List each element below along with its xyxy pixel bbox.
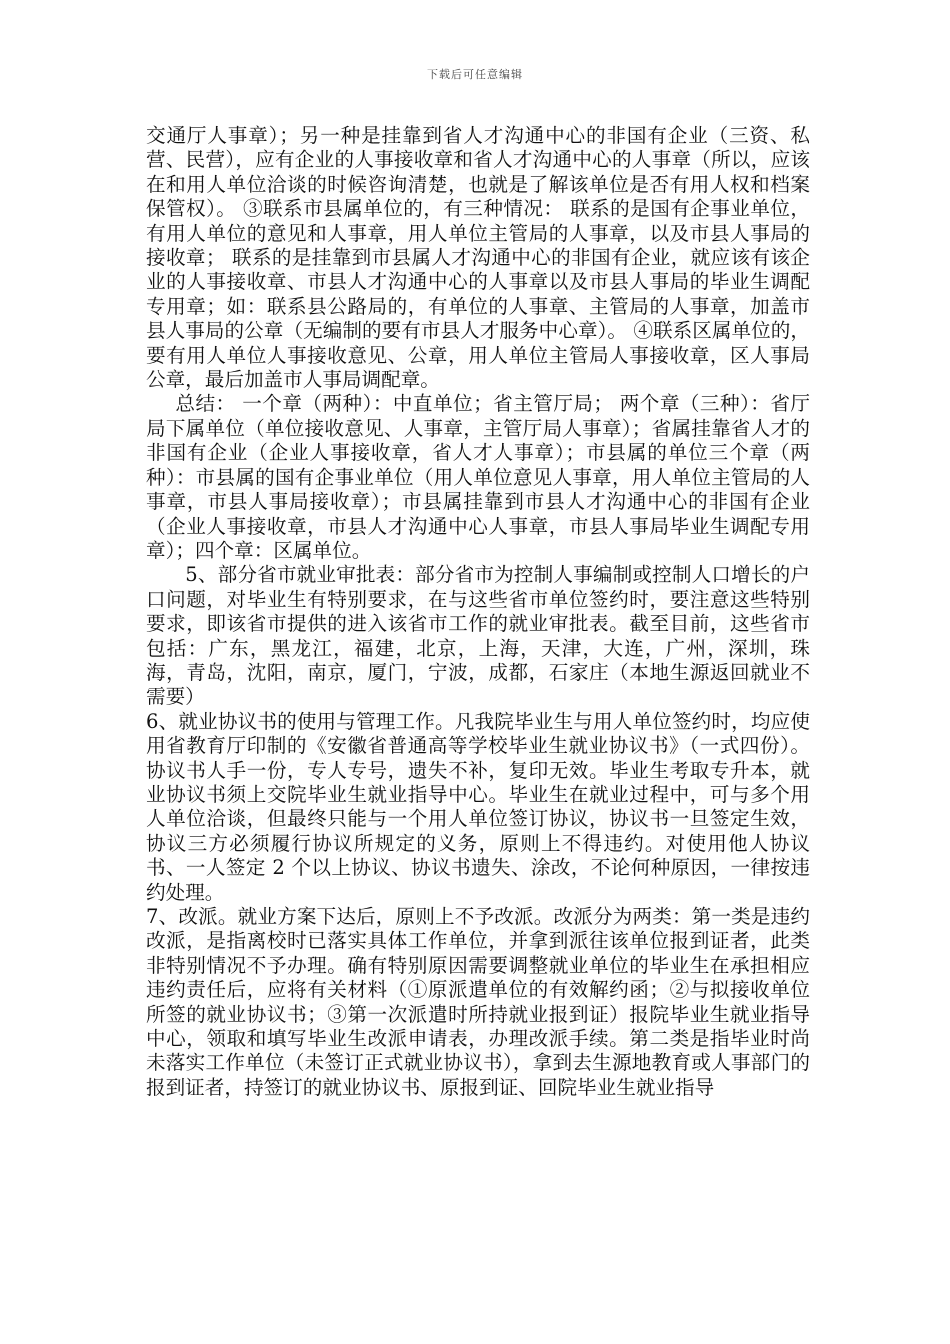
page-header: 下载后可任意编辑 xyxy=(427,68,523,81)
paragraph-reassignment: 7、改派。就业方案下达后，原则上不予改派。改派分为两类：第一类是违约改派，是指离校时已落实具体工作单位，并拿到派往该单位报到证者，此类非特别情况不予办理。确有特别原因需要调整就业单位的毕业生在承担相应违约责任后，应将有关材料（①原派遣单位的有效解约函；②与拟接收单位所签的就业协议书；③第一次派遣时所持就业报到证）报院毕业生就业指导中心，领取和填写毕业生改派申请表，办理改派手续。第二类是指毕业时尚未落实工作单位（未签订正式就业协议书），拿到去生源地教育或人事部门的报到证者，持签订的就业协议书、原报到证、回院毕业生就业指导 xyxy=(146,905,810,1099)
paragraph-approval-forms: 5、部分省市就业审批表：部分省市为控制人事编制或控制人口增长的户口问题，对毕业生有特别要求，在与这些省市单位签约时，要注意这些特别要求，即该省市提供的进入该省市工作的就业审批表。截至目前，这些省市包括：广东，黑龙江，福建，北京，上海，天津，大连，广州，深圳，珠海，青岛，沈阳，南京，厦门，宁波，成都，石家庄（本地生源返回就业不需要） xyxy=(146,563,810,709)
paragraph-seal-requirements: 交通厅人事章）；另一种是挂靠到省人才沟通中心的非国有企业（三资、私营、民营），应有企业的人事接收章和省人才沟通中心的人事章（所以，应该在和用人单位洽谈的时候咨询清楚，也就是了解该单位是否有用人权和档案保管权）。 ③联系市县属单位的，有三种情况： 联系的是国有企事业单位，有用人单位的意见和人事章，用人单位主管局的人事章，以及市县人事局的接收章； 联系的是挂靠到市县属人才沟通中心的非国有企业，就应该有该企业的人事接收章、市县人才沟通中心的人事章以及市县人事局的毕业生调配专用章；如：联系县公路局的，有单位的人事章、主管局的人事章，加盖市县人事局的公章（无编制的要有市县人才服务中心章）。 ④联系区属单位的，要有用人单位人事接收意见、公章，用人单位主管局人事接收章，区人事局公章，最后加盖市人事局调配章。 xyxy=(146,124,810,392)
paragraph-agreement-management: 6、就业协议书的使用与管理工作。凡我院毕业生与用人单位签约时，均应使用省教育厅印制的《安徽省普通高等学校毕业生就业协议书》（一式四份）。协议书人手一份，专人专号，遗失不补，复印无效。毕业生考取专升本，就业协议书须上交院毕业生就业指导中心。毕业生在就业过程中，可与多个用人单位洽谈，但最终只能与一个用人单位签订协议，协议书一旦签定生效，协议三方必须履行协议所规定的义务，原则上不得违约。对使用他人协议书、一人签定 2 个以上协议、协议书遗失、涂改，不论何种原因，一律按违约处理。 xyxy=(146,709,810,904)
document-body xyxy=(146,124,810,1100)
paragraph-summary: 总结： 一个章（两种）：中直单位；省主管厅局； 两个章（三种）：省厅局下属单位（单位接收意见、人事章，主管厅局人事章）；省属挂靠省人才的非国有企业（企业人事接收章，省人才人事章）；市县属的单位三个章（两种）：市县属的国有企事业单位（用人单位意见人事章，用人单位主管局的人事章，市县人事局接收章）；市县属挂靠到市县人才沟通中心的非国有企业（企业人事接收章，市县人才沟通中心人事章，市县人事局毕业生调配专用章）；四个章：区属单位。 xyxy=(146,392,810,562)
